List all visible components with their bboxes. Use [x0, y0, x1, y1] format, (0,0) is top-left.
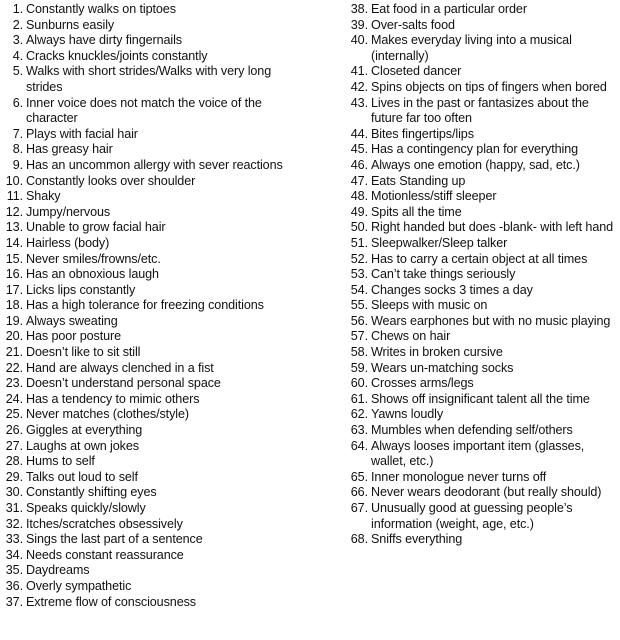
list-item	[338, 501, 618, 532]
item-number: 36.	[5, 578, 23, 593]
item-text: Walks with short strides/Walks with very long strides	[26, 64, 272, 94]
list-item	[338, 470, 618, 486]
list-item	[3, 142, 303, 158]
item-text: Crosses arms/legs	[371, 376, 474, 391]
list-item	[338, 439, 618, 470]
list-item	[3, 532, 303, 548]
list-item	[3, 174, 303, 190]
list-item	[338, 314, 618, 330]
item-number: 22.	[5, 360, 23, 375]
item-number: 3.	[12, 33, 23, 48]
item-number: 44.	[350, 126, 368, 141]
item-number: 52.	[350, 251, 368, 266]
item-text: Never matches (clothes/style)	[26, 407, 189, 422]
item-number: 11.	[6, 189, 23, 204]
item-number: 5.	[12, 64, 23, 79]
item-text: Sleeps with music on	[371, 298, 488, 313]
list-item	[338, 18, 618, 34]
item-number: 50.	[350, 220, 368, 235]
list-item	[338, 361, 618, 377]
list-item	[338, 485, 618, 501]
item-text: Spins objects on tips of fingers when bored	[371, 79, 607, 94]
item-number: 27.	[5, 438, 23, 453]
list-item	[338, 174, 618, 190]
list-item	[338, 345, 618, 361]
item-number: 28.	[5, 454, 23, 469]
list-item	[338, 283, 618, 299]
list-item	[3, 329, 303, 345]
item-text: Needs constant reassurance	[26, 547, 184, 562]
list-item	[3, 392, 303, 408]
item-text: Doesn’t understand personal space	[26, 376, 221, 391]
item-number: 16.	[5, 267, 23, 282]
list-item	[338, 189, 618, 205]
item-text: Wears un-matching socks	[371, 360, 514, 375]
list-item	[338, 329, 618, 345]
list-item	[3, 298, 303, 314]
item-text: Plays with facial hair	[26, 126, 138, 141]
item-text: Cracks knuckles/joints constantly	[26, 48, 208, 63]
list-item	[3, 49, 303, 65]
item-text: Has a high tolerance for freezing conditions	[26, 298, 264, 313]
item-number: 58.	[350, 345, 368, 360]
list-item	[3, 345, 303, 361]
item-text: Licks lips constantly	[26, 282, 136, 297]
item-number: 17.	[5, 282, 23, 297]
item-text: Spits all the time	[371, 204, 462, 219]
item-text: Overly sympathetic	[26, 578, 132, 593]
list-item	[3, 189, 303, 205]
item-text: Makes everyday living into a musical (internally)	[371, 33, 572, 63]
list-item	[3, 127, 303, 143]
item-number: 64.	[350, 438, 368, 453]
item-text: Wears earphones but with no music playing	[371, 313, 611, 328]
item-number: 10.	[5, 173, 23, 188]
list-item	[338, 220, 618, 236]
item-number: 51.	[350, 235, 368, 250]
list-item	[338, 158, 618, 174]
item-number: 19.	[5, 313, 23, 328]
item-number: 49.	[350, 204, 368, 219]
item-number: 2.	[12, 17, 23, 32]
list-item	[3, 158, 303, 174]
item-text: Itches/scratches obsessively	[26, 516, 183, 531]
item-text: Has a contingency plan for everything	[371, 142, 579, 157]
item-text: Speaks quickly/slowly	[26, 501, 146, 515]
item-number: 33.	[5, 532, 23, 547]
list-column-left	[3, 2, 303, 610]
list-item	[3, 2, 303, 18]
item-text: Talks out loud to self	[26, 469, 138, 484]
list-item	[3, 236, 303, 252]
item-number: 40.	[350, 33, 368, 48]
item-text: Laughs at own jokes	[26, 438, 139, 453]
item-number: 48.	[350, 189, 368, 204]
list-item	[338, 64, 618, 80]
item-text: Hairless (body)	[26, 235, 110, 250]
item-number: 43.	[350, 95, 368, 110]
item-text: Changes socks 3 times a day	[371, 282, 533, 297]
item-number: 15.	[5, 251, 23, 266]
item-number: 42.	[350, 79, 368, 94]
item-number: 54.	[350, 282, 368, 297]
item-number: 66.	[350, 485, 368, 500]
item-text: Sings the last part of a sentence	[26, 532, 203, 547]
item-number: 1.	[12, 2, 23, 16]
item-text: Lives in the past or fantasizes about the future far too often	[371, 95, 589, 126]
item-number: 24.	[5, 391, 23, 406]
item-text: Has poor posture	[26, 329, 122, 344]
item-number: 25.	[5, 407, 23, 422]
item-text: Always looses important item (glasses, wallet, etc.)	[371, 438, 585, 469]
list-item	[338, 298, 618, 314]
item-text: Shows off insignificant talent all the time	[371, 391, 590, 406]
list-item	[3, 501, 303, 517]
list-item	[3, 439, 303, 455]
item-number: 47.	[350, 173, 368, 188]
item-text: Hand are always clenched in a fist	[26, 360, 214, 375]
list-item	[338, 407, 618, 423]
item-text: Never wears deodorant (but really should)	[371, 485, 602, 500]
item-number: 37.	[5, 594, 23, 609]
item-text: Has greasy hair	[26, 142, 113, 157]
list-item	[3, 361, 303, 377]
item-text: Hums to self	[26, 454, 95, 469]
list-item	[3, 470, 303, 486]
item-text: Chews on hair	[371, 329, 451, 344]
item-text: Unable to grow facial hair	[26, 220, 166, 235]
list-item	[338, 252, 618, 268]
item-text: Inner voice does not match the voice of the character	[26, 95, 262, 126]
list-item	[3, 220, 303, 236]
item-number: 65.	[350, 469, 368, 484]
item-text: Shaky	[26, 189, 61, 204]
list-item	[338, 532, 618, 548]
item-number: 29.	[5, 469, 23, 484]
item-text: Extreme flow of consciousness	[26, 594, 196, 609]
list-item	[3, 18, 303, 34]
list-item	[338, 80, 618, 96]
item-number: 7.	[12, 126, 23, 141]
item-text: Eat food in a particular order	[371, 2, 527, 16]
item-text: Giggles at everything	[26, 423, 143, 438]
item-number: 41.	[350, 64, 368, 79]
list-item	[3, 205, 303, 221]
item-number: 34.	[5, 547, 23, 562]
item-number: 55.	[350, 298, 368, 313]
list-column-right	[338, 2, 618, 548]
item-text: Sleepwalker/Sleep talker	[371, 235, 508, 250]
item-number: 14.	[5, 235, 23, 250]
item-number: 61.	[350, 391, 368, 406]
item-number: 26.	[5, 423, 23, 438]
item-number: 62.	[350, 407, 368, 422]
item-text: Constantly looks over shoulder	[26, 173, 196, 188]
item-text: Bites fingertips/lips	[371, 126, 474, 141]
item-text: Unusually good at guessing people’s information (weight, age, etc.)	[371, 501, 573, 531]
list-item	[338, 392, 618, 408]
item-number: 12.	[5, 204, 23, 219]
item-number: 32.	[5, 516, 23, 531]
item-number: 8.	[12, 142, 23, 157]
item-text: Inner monologue never turns off	[371, 469, 547, 484]
item-text: Always have dirty fingernails	[26, 33, 182, 48]
item-text: Has a tendency to mimic others	[26, 391, 200, 406]
item-text: Writes in broken cursive	[371, 345, 503, 360]
item-number: 39.	[350, 17, 368, 32]
list-item	[338, 205, 618, 221]
item-text: Eats Standing up	[371, 173, 466, 188]
list-item	[3, 579, 303, 595]
item-number: 35.	[5, 563, 23, 578]
item-number: 30.	[5, 485, 23, 500]
item-text: Constantly shifting eyes	[26, 485, 157, 500]
item-number: 21.	[5, 345, 23, 360]
list-item	[338, 33, 618, 64]
item-text: Jumpy/nervous	[26, 204, 111, 219]
item-text: Constantly walks on tiptoes	[26, 2, 176, 16]
list-item	[338, 376, 618, 392]
list-item	[3, 314, 303, 330]
list-item	[3, 454, 303, 470]
item-number: 56.	[350, 313, 368, 328]
list-item	[3, 548, 303, 564]
item-number: 31.	[5, 501, 23, 515]
item-text: Always sweating	[26, 313, 118, 328]
item-text: Right handed but does -blank- with left hand	[371, 220, 614, 235]
item-text: Sniffs everything	[371, 532, 463, 547]
list-item	[3, 485, 303, 501]
item-text: Can’t take things seriously	[371, 267, 516, 282]
item-text: Has an uncommon allergy with sever reactions	[26, 157, 283, 172]
item-number: 46.	[350, 157, 368, 172]
item-text: Sunburns easily	[26, 17, 115, 32]
list-item	[3, 376, 303, 392]
item-text: Doesn’t like to sit still	[26, 345, 141, 360]
list-item	[338, 267, 618, 283]
item-text: Mumbles when defending self/others	[371, 423, 573, 438]
item-text: Has an obnoxious laugh	[26, 267, 159, 282]
item-text: Has to carry a certain object at all times	[371, 251, 588, 266]
item-number: 63.	[350, 423, 368, 438]
list-item	[3, 252, 303, 268]
item-number: 59.	[350, 360, 368, 375]
item-text: Closeted dancer	[371, 64, 462, 79]
item-number: 38.	[350, 2, 368, 16]
item-number: 13.	[5, 220, 23, 235]
list-item	[3, 64, 303, 95]
item-number: 23.	[5, 376, 23, 391]
item-number: 6.	[12, 95, 23, 110]
list-item	[3, 423, 303, 439]
list-item	[338, 96, 618, 127]
list-item	[3, 595, 303, 611]
list-item	[3, 96, 303, 127]
list-item	[3, 33, 303, 49]
item-number: 57.	[350, 329, 368, 344]
item-number: 53.	[350, 267, 368, 282]
item-number: 9.	[12, 157, 23, 172]
item-text: Always one emotion (happy, sad, etc.)	[371, 157, 580, 172]
item-text: Over-salts food	[371, 17, 455, 32]
list-item	[338, 142, 618, 158]
item-number: 67.	[350, 501, 368, 515]
list-item	[338, 127, 618, 143]
list-item	[3, 267, 303, 283]
item-number: 60.	[350, 376, 368, 391]
item-text: Motionless/stiff sleeper	[371, 189, 497, 204]
item-text: Yawns loudly	[371, 407, 444, 422]
list-item	[3, 517, 303, 533]
item-number: 20.	[5, 329, 23, 344]
list-item	[338, 2, 618, 18]
item-number: 4.	[12, 48, 23, 63]
item-number: 68.	[350, 532, 368, 547]
list-item	[3, 563, 303, 579]
item-text: Daydreams	[26, 563, 90, 578]
list-item	[3, 407, 303, 423]
list-item	[3, 283, 303, 299]
item-number: 18.	[5, 298, 23, 313]
item-text: Never smiles/frowns/etc.	[26, 251, 161, 266]
list-item	[338, 423, 618, 439]
item-number: 45.	[350, 142, 368, 157]
list-item	[338, 236, 618, 252]
